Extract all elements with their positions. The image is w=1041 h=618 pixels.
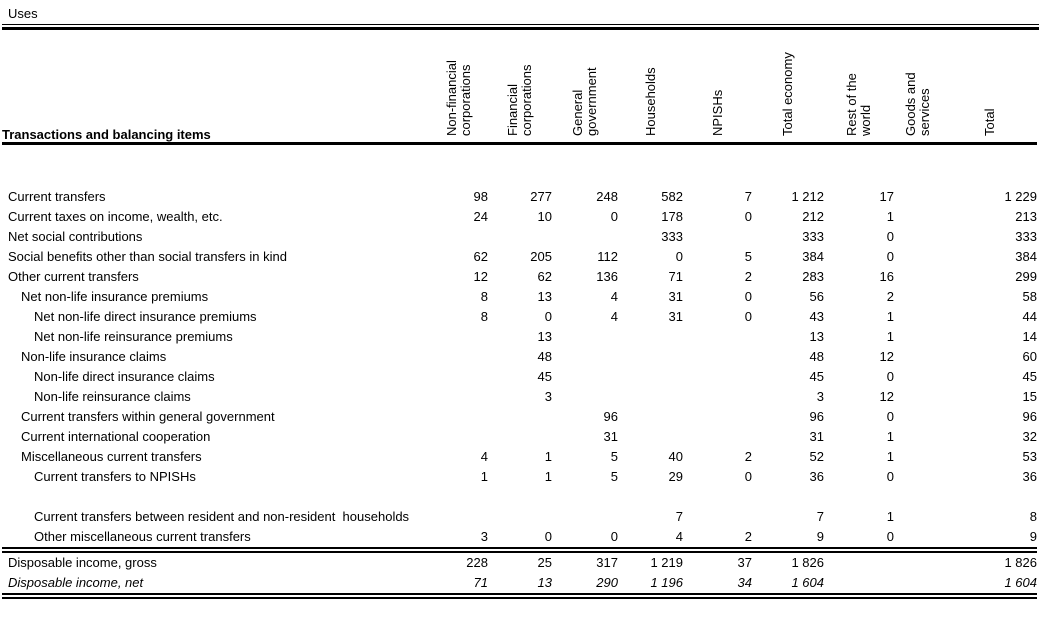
col-label: Total <box>981 108 997 136</box>
value-cell: 45 <box>537 369 552 384</box>
value-cell <box>894 553 942 573</box>
value-cell: 0 <box>744 469 752 484</box>
value-cell: 212 <box>802 209 824 224</box>
table-row <box>2 327 1037 347</box>
value-cell <box>894 447 942 467</box>
value-cell: 24 <box>473 209 488 224</box>
value-cell: 112 <box>597 249 618 264</box>
value-cell <box>683 367 752 387</box>
value-cell: 2 <box>886 289 894 304</box>
value-cell <box>894 287 942 307</box>
row-label: Social benefits other than social transfers in kind <box>8 249 287 264</box>
value-cell: 1 229 <box>1004 189 1037 204</box>
value-cell: 45 <box>1022 369 1037 384</box>
value-cell: 71 <box>668 269 683 284</box>
value-cell <box>683 407 752 427</box>
value-cell: 44 <box>1022 309 1037 324</box>
row-label: Non-life reinsurance claims <box>34 389 191 404</box>
row-label: Disposable income, gross <box>8 555 157 570</box>
value-cell <box>894 467 942 487</box>
value-cell <box>683 327 752 347</box>
value-cell <box>894 367 942 387</box>
value-cell: 1 219 <box>650 555 683 570</box>
value-cell: 43 <box>809 309 824 324</box>
value-cell <box>430 347 488 367</box>
value-cell: 1 <box>886 209 894 224</box>
value-cell: 2 <box>744 449 752 464</box>
value-cell: 1 212 <box>791 189 824 204</box>
value-cell: 36 <box>1022 469 1037 484</box>
value-cell <box>430 327 488 347</box>
value-cell: 40 <box>668 449 683 464</box>
page-title: Uses <box>8 6 38 21</box>
uses-table <box>2 30 1037 599</box>
value-cell <box>894 327 942 347</box>
value-cell: 56 <box>809 289 824 304</box>
value-cell <box>430 227 488 247</box>
table-row <box>2 527 1037 547</box>
row-label: Current transfers <box>8 189 106 204</box>
value-cell: 5 <box>744 249 752 264</box>
col-rest-of-the-world <box>824 30 894 144</box>
value-cell <box>552 347 618 367</box>
row-label: Current transfers between resident and non-resident households <box>34 509 410 524</box>
value-cell: 8 <box>1029 509 1037 524</box>
value-cell <box>683 347 752 367</box>
value-cell: 205 <box>530 249 552 264</box>
spacer-row <box>2 487 1037 507</box>
value-cell: 62 <box>473 249 488 264</box>
value-cell: 12 <box>879 389 894 404</box>
value-cell <box>552 507 618 527</box>
header-row <box>2 30 1037 144</box>
table-row <box>2 407 1037 427</box>
col-label: NPISHs <box>709 89 725 136</box>
value-cell: 1 604 <box>791 575 824 590</box>
value-cell: 1 604 <box>1004 575 1037 590</box>
value-cell <box>430 367 488 387</box>
col-label: General government <box>570 67 599 136</box>
col-label: Goods and services <box>903 72 932 136</box>
value-cell: 96 <box>809 409 824 424</box>
row-label: Non-life insurance claims <box>21 349 167 364</box>
value-cell: 1 <box>886 329 894 344</box>
table-row <box>2 247 1037 267</box>
value-cell: 0 <box>744 289 752 304</box>
table-row <box>2 227 1037 247</box>
value-cell: 9 <box>1029 529 1037 544</box>
value-cell <box>894 227 942 247</box>
value-cell: 71 <box>473 575 488 590</box>
value-cell <box>618 407 683 427</box>
row-label: Net non-life direct insurance premiums <box>34 309 257 324</box>
value-cell: 52 <box>809 449 824 464</box>
value-cell: 45 <box>809 369 824 384</box>
value-cell: 25 <box>537 555 552 570</box>
value-cell: 228 <box>466 555 488 570</box>
value-cell: 31 <box>603 429 618 444</box>
col-label: Non-financial corporations <box>444 60 473 136</box>
value-cell: 1 196 <box>650 575 683 590</box>
value-cell: 1 <box>886 509 894 524</box>
value-cell: 48 <box>537 349 552 364</box>
value-cell: 299 <box>1015 269 1037 284</box>
value-cell: 1 <box>480 469 488 484</box>
value-cell <box>552 367 618 387</box>
row-label: Miscellaneous current transfers <box>21 449 202 464</box>
value-cell <box>894 207 942 227</box>
row-label: Current international cooperation <box>21 429 211 444</box>
value-cell: 1 <box>886 309 894 324</box>
value-cell <box>894 527 942 547</box>
value-cell: 96 <box>603 409 618 424</box>
value-cell: 12 <box>473 269 488 284</box>
value-cell: 29 <box>668 469 683 484</box>
value-cell: 0 <box>886 369 894 384</box>
value-cell <box>552 327 618 347</box>
value-cell: 0 <box>886 409 894 424</box>
value-cell <box>552 387 618 407</box>
value-cell: 333 <box>1015 229 1037 244</box>
value-cell: 7 <box>816 509 824 524</box>
value-cell <box>824 553 894 573</box>
value-cell <box>894 407 942 427</box>
value-cell: 0 <box>544 309 552 324</box>
row-label: Disposable income, net <box>8 575 144 590</box>
value-cell: 13 <box>537 575 552 590</box>
col-label: Financial corporations <box>505 64 534 136</box>
value-cell: 36 <box>809 469 824 484</box>
value-cell: 277 <box>530 189 552 204</box>
value-cell: 0 <box>544 529 552 544</box>
col-label: Rest of the world <box>844 73 873 136</box>
row-label: Other miscellaneous current transfers <box>34 529 251 544</box>
value-cell: 98 <box>473 189 488 204</box>
value-cell: 384 <box>802 249 824 264</box>
col-total-economy <box>752 30 824 144</box>
value-cell <box>430 407 488 427</box>
value-cell: 13 <box>537 329 552 344</box>
row-label: Other current transfers <box>8 269 139 284</box>
value-cell: 0 <box>886 249 894 264</box>
value-cell <box>430 507 488 527</box>
value-cell <box>683 387 752 407</box>
value-cell: 4 <box>610 289 618 304</box>
table-row <box>2 573 1037 593</box>
value-cell <box>618 367 683 387</box>
value-cell: 0 <box>886 229 894 244</box>
value-cell: 60 <box>1022 349 1037 364</box>
value-cell: 0 <box>675 249 683 264</box>
double-rule-line <box>2 593 1037 599</box>
table-row <box>2 187 1037 207</box>
table-row <box>2 387 1037 407</box>
value-cell: 317 <box>596 555 618 570</box>
value-cell <box>488 427 552 447</box>
row-label: Non-life direct insurance claims <box>34 369 215 384</box>
value-cell <box>824 573 894 593</box>
col-non-financial-corporations <box>430 30 488 144</box>
value-cell <box>618 427 683 447</box>
table-row <box>2 467 1037 487</box>
table-body <box>2 144 1037 600</box>
row-label: Net non-life reinsurance premiums <box>34 329 233 344</box>
value-cell: 0 <box>744 209 752 224</box>
value-cell <box>894 187 942 207</box>
value-cell: 0 <box>744 309 752 324</box>
col-label: Total economy <box>780 52 795 136</box>
value-cell: 136 <box>596 269 618 284</box>
value-cell: 16 <box>879 269 894 284</box>
value-cell: 62 <box>537 269 552 284</box>
value-cell <box>894 267 942 287</box>
value-cell: 31 <box>668 309 683 324</box>
value-cell <box>683 427 752 447</box>
header-gap <box>2 144 1037 188</box>
row-label: Current taxes on income, wealth, etc. <box>8 209 223 224</box>
value-cell: 213 <box>1015 209 1037 224</box>
table-row <box>2 427 1037 447</box>
table-row <box>2 447 1037 467</box>
table-row <box>2 367 1037 387</box>
col-label: Households <box>642 67 658 136</box>
value-cell: 0 <box>886 529 894 544</box>
col-total <box>942 30 1037 144</box>
value-cell: 1 826 <box>791 555 824 570</box>
value-cell <box>618 327 683 347</box>
table-row <box>2 347 1037 367</box>
value-cell: 1 <box>886 449 894 464</box>
table-row <box>2 287 1037 307</box>
table-row <box>2 307 1037 327</box>
double-rule <box>2 593 1037 599</box>
value-cell <box>618 347 683 367</box>
value-cell: 0 <box>886 469 894 484</box>
value-cell: 48 <box>809 349 824 364</box>
value-cell: 333 <box>661 229 683 244</box>
value-cell <box>683 507 752 527</box>
table-row <box>2 507 1037 527</box>
value-cell: 53 <box>1022 449 1037 464</box>
value-cell: 9 <box>816 529 824 544</box>
value-cell: 8 <box>480 309 488 324</box>
value-cell: 31 <box>809 429 824 444</box>
row-label: Current transfers within general government <box>21 409 275 424</box>
col-npishs <box>683 30 752 144</box>
table-row <box>2 267 1037 287</box>
table-row <box>2 553 1037 573</box>
value-cell: 8 <box>480 289 488 304</box>
value-cell: 2 <box>744 529 752 544</box>
value-cell: 384 <box>1015 249 1037 264</box>
value-cell <box>488 407 552 427</box>
col-general-government <box>552 30 618 144</box>
value-cell: 96 <box>1022 409 1037 424</box>
value-cell: 34 <box>737 575 752 590</box>
value-cell: 14 <box>1022 329 1037 344</box>
value-cell: 4 <box>610 309 618 324</box>
value-cell <box>894 347 942 367</box>
value-cell <box>894 387 942 407</box>
value-cell: 582 <box>661 189 683 204</box>
row-label: Net social contributions <box>8 229 143 244</box>
value-cell: 0 <box>610 209 618 224</box>
value-cell <box>430 387 488 407</box>
value-cell: 31 <box>668 289 683 304</box>
value-cell: 13 <box>809 329 824 344</box>
value-cell: 0 <box>610 529 618 544</box>
value-cell: 178 <box>661 209 683 224</box>
value-cell: 58 <box>1022 289 1037 304</box>
value-cell: 32 <box>1022 429 1037 444</box>
value-cell <box>894 247 942 267</box>
value-cell: 13 <box>537 289 552 304</box>
value-cell: 333 <box>802 229 824 244</box>
value-cell: 3 <box>480 529 488 544</box>
col-goods-and-services <box>894 30 942 144</box>
value-cell: 290 <box>596 575 618 590</box>
value-cell: 5 <box>610 469 618 484</box>
value-cell: 3 <box>544 389 552 404</box>
value-cell: 17 <box>879 189 894 204</box>
value-cell <box>894 307 942 327</box>
row-header-title: Transactions and balancing items <box>2 30 430 144</box>
row-label: Current transfers to NPISHs <box>34 469 196 484</box>
col-households <box>618 30 683 144</box>
value-cell: 1 826 <box>1004 555 1037 570</box>
value-cell: 1 <box>544 469 552 484</box>
value-cell: 4 <box>480 449 488 464</box>
value-cell: 4 <box>675 529 683 544</box>
value-cell: 248 <box>596 189 618 204</box>
value-cell: 1 <box>886 429 894 444</box>
table-header <box>2 30 1037 144</box>
value-cell <box>552 227 618 247</box>
row-label: Net non-life insurance premiums <box>21 289 209 304</box>
value-cell: 283 <box>802 269 824 284</box>
value-cell <box>618 387 683 407</box>
value-cell: 3 <box>816 389 824 404</box>
value-cell: 15 <box>1022 389 1037 404</box>
value-cell <box>488 507 552 527</box>
value-cell: 5 <box>610 449 618 464</box>
value-cell <box>894 507 942 527</box>
value-cell: 7 <box>744 189 752 204</box>
value-cell: 37 <box>737 555 752 570</box>
value-cell: 7 <box>675 509 683 524</box>
table-row <box>2 207 1037 227</box>
value-cell <box>894 427 942 447</box>
value-cell: 12 <box>879 349 894 364</box>
value-cell: 10 <box>537 209 552 224</box>
value-cell: 2 <box>744 269 752 284</box>
value-cell <box>894 573 942 593</box>
value-cell <box>430 427 488 447</box>
value-cell <box>488 227 552 247</box>
col-financial-corporations <box>488 30 552 144</box>
value-cell <box>683 227 752 247</box>
value-cell: 1 <box>544 449 552 464</box>
